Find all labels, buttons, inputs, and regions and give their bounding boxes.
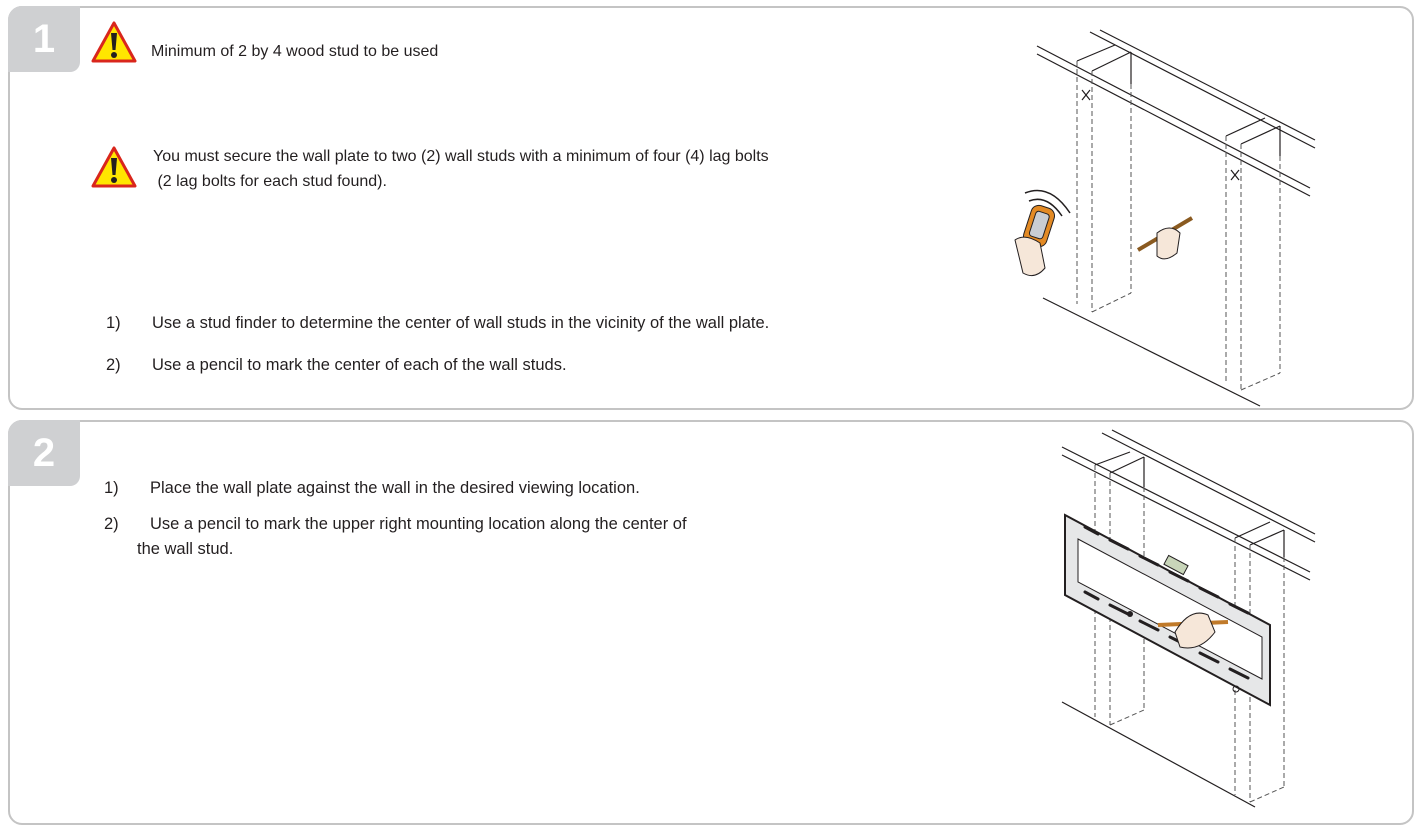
warning-triangle-icon — [91, 146, 137, 188]
instruction-number: 2) — [104, 515, 119, 533]
instruction-text-line2: the wall stud. — [137, 540, 234, 558]
instruction-item — [104, 512, 687, 562]
instruction-item — [106, 311, 769, 336]
step-number-badge: 2 — [8, 420, 80, 486]
instruction-number: 1) — [104, 479, 119, 497]
step-number-badge: 1 — [8, 6, 80, 72]
instruction-text: Use a stud finder to determine the center of wall studs in the vicinity of the wall plate. — [152, 314, 770, 332]
wall-plate-illustration — [1040, 427, 1320, 822]
pencil-icon — [1138, 218, 1192, 259]
warning-text-line2: (2 lag bolts for each stud found). — [153, 173, 387, 190]
step-1-panel — [8, 6, 1414, 410]
instruction-text: Use a pencil to mark the center of each of the wall studs. — [152, 356, 567, 374]
stud-finder-icon — [1015, 191, 1070, 276]
instruction-text: Place the wall plate against the wall in the desired viewing location. — [150, 479, 640, 497]
warning-text: Minimum of 2 by 4 wood stud to be used — [151, 43, 439, 60]
instruction-item — [106, 353, 769, 378]
step-2-instructions — [104, 476, 687, 579]
warning-stud-size — [91, 21, 438, 64]
instruction-number: 2) — [106, 356, 121, 374]
warning-lag-bolts — [91, 144, 769, 194]
instruction-item — [104, 476, 687, 501]
step-2-panel — [8, 420, 1414, 825]
instruction-text-line1: Use a pencil to mark the upper right mounting location along the center of — [150, 515, 687, 533]
instruction-number: 1) — [106, 314, 121, 332]
wall-plate-icon — [1065, 515, 1270, 705]
warning-triangle-icon — [91, 21, 137, 63]
stud-finder-illustration — [995, 18, 1325, 408]
step-1-instructions — [106, 311, 769, 395]
warning-text-line1: You must secure the wall plate to two (2) wall studs with a minimum of four (4) lag bolts — [153, 148, 769, 165]
